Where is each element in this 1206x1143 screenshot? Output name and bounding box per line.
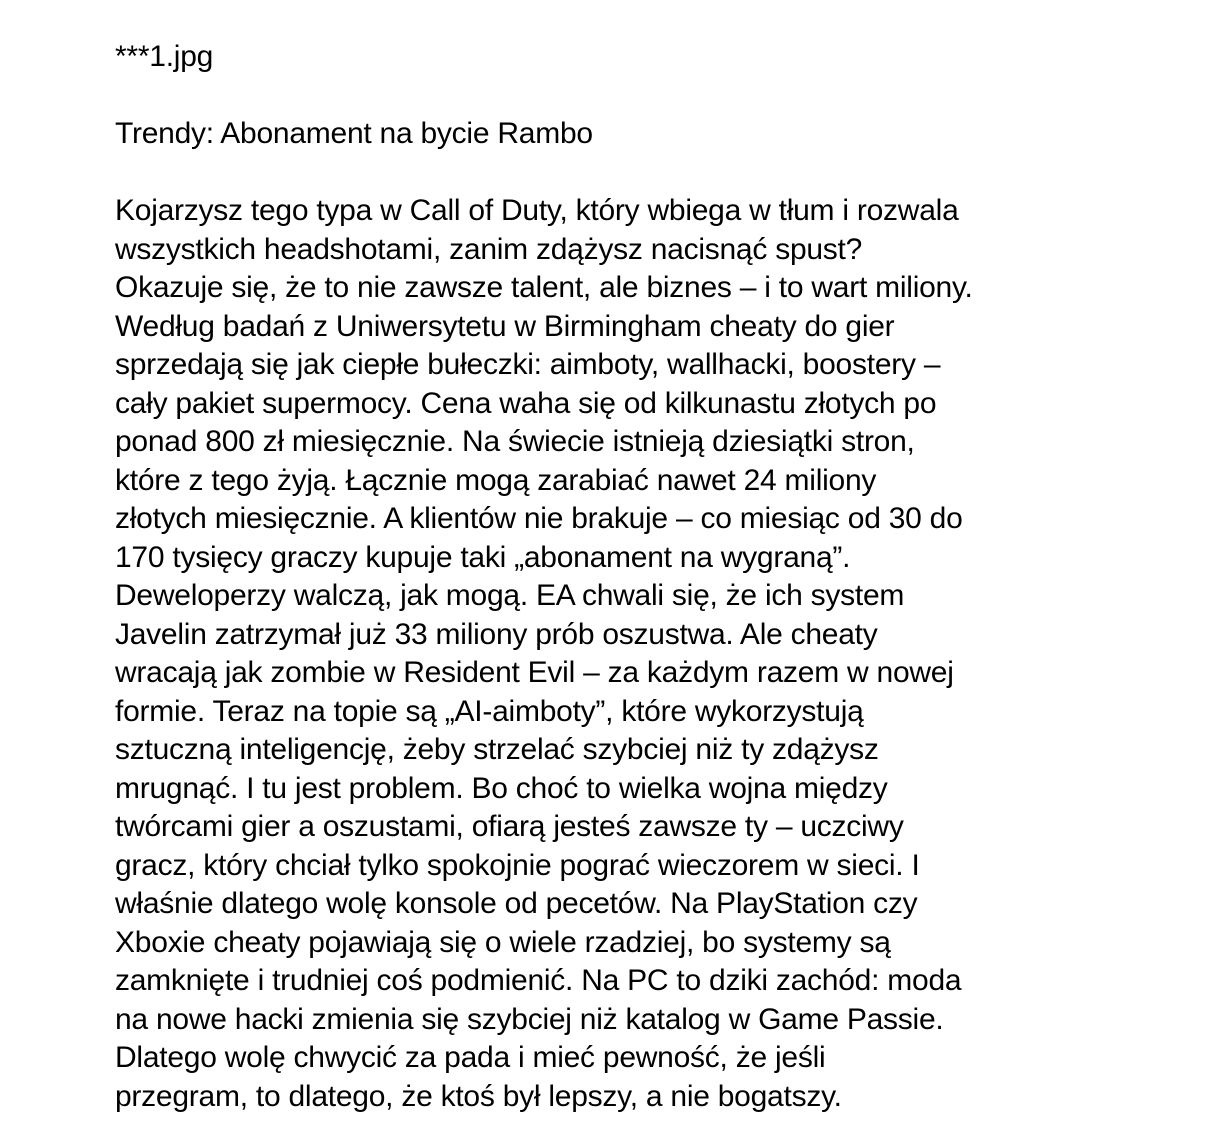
text-block xyxy=(115,38,1186,1116)
text-line: Javelin zatrzymał już 33 miliony prób oszustwa. Ale cheaty xyxy=(115,617,878,651)
text-line: formie. Teraz na topie są „AI-aimboty”, które wykorzystują xyxy=(115,694,864,728)
text-line: twórcami gier a oszustami, ofiarą jesteś zawsze ty – uczciwy xyxy=(115,810,904,843)
text-line: które z tego żyją. Łącznie mogą zarabiać nawet 24 miliony xyxy=(115,463,877,497)
text-line: Dlatego wolę chwycić za pada i mieć pewność, że jeśli xyxy=(115,1041,826,1074)
text-line: mrugnąć. I tu jest problem. Bo choć to wielka wojna między xyxy=(115,771,888,805)
text-line: Według badań z Uniwersytetu w Birmingham cheaty do gier xyxy=(115,309,895,343)
text-line: wracają jak zombie w Resident Evil – za każdym razem w nowej xyxy=(115,656,954,689)
text-line: Deweloperzy walczą, jak mogą. EA chwali się, że ich system xyxy=(115,579,905,612)
article-body xyxy=(115,192,1186,1116)
text-line: wszystkich headshotami, zanim zdążysz nacisnąć spust? xyxy=(115,232,863,266)
text-line: przegram, to dlatego, że ktoś był lepszy, a nie bogatszy. xyxy=(115,1079,842,1113)
text-line: zamknięte i trudniej coś podmienić. Na PC to dziki zachód: moda xyxy=(115,964,962,997)
text-line: gracz, który chciał tylko spokojnie pograć wieczorem w sieci. I xyxy=(115,848,920,882)
text-line: cały pakiet supermocy. Cena waha się od kilkunastu złotych po xyxy=(115,386,937,420)
article-title: Trendy: Abonament na bycie Rambo xyxy=(115,117,593,150)
text-line: Okazuje się, że to nie zawsze talent, ale biznes – i to wart miliony. xyxy=(115,271,973,304)
text-line: Kojarzysz tego typa w Call of Duty, który wbiega w tłum i rozwala xyxy=(115,194,959,227)
text-line: Xboxie cheaty pojawiają się o wiele rzadziej, bo systemy są xyxy=(115,925,891,959)
text-line: właśnie dlatego wolę konsole od pecetów. Na PlayStation czy xyxy=(115,887,918,920)
filename-line: ***1.jpg xyxy=(115,40,214,73)
text-line: na nowe hacki zmienia się szybciej niż katalog w Game Passie. xyxy=(115,1002,944,1036)
text-line: 170 tysięcy graczy kupuje taki „abonament na wygraną”. xyxy=(115,540,851,574)
text-line: sprzedają się jak ciepłe bułeczki: aimboty, wallhacki, boostery – xyxy=(115,348,941,381)
text-line: sztuczną inteligencję, żeby strzelać szybciej niż ty zdążysz xyxy=(115,733,879,766)
text-line: złotych miesięcznie. A klientów nie brakuje – co miesiąc od 30 do xyxy=(115,502,963,535)
text-line: ponad 800 zł miesięcznie. Na świecie istnieją dziesiątki stron, xyxy=(115,425,915,458)
